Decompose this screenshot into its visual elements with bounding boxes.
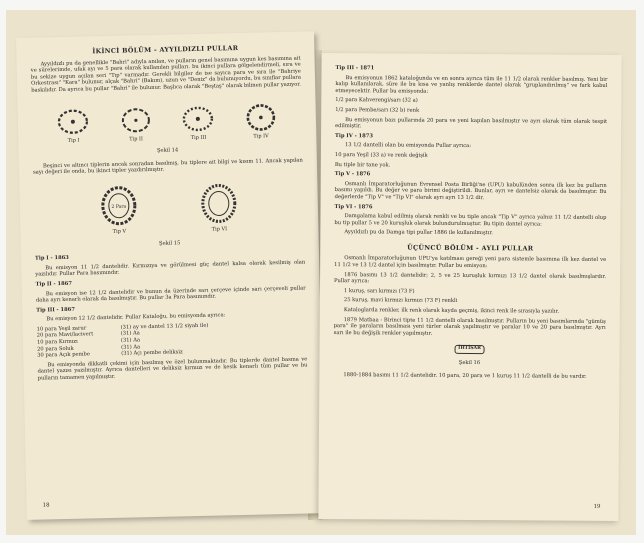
crescent-star-stamp-icon [118, 105, 153, 134]
tip4-body-3: Bu tiple bir tane yok. [334, 161, 391, 168]
crescent-star-stamp-icon [198, 182, 239, 225]
left-page-number: 18 [42, 502, 50, 509]
left-closing-paragraph: Bu emisyonda dikkatli çekimi için basılmış ve özel bulunmaktadır. Bu tiplerde dantel basma ve dantel yazısı yazılmıştır. Ayrıca dantelleri ve deliksiz kırmızı ve de kesik kenarlı tüm pullar ve bu pulların tamamen yapılmıştır. [37, 356, 308, 382]
tip5-body: Osmanlı İmparatorluğunun Evrensel Posta Birliği'ne (UPU) kabulünden sonra ilk kez bu pulların basımı yapıldı. Bu değer ve para birimi değiştirildi. Bunlar, ayrı ve dantelsiz olarak da basılmıştır. Bu değerlerde "Tip V" ve "Tip VI" olarak ayrı ayrı 13 1/2 dir. [334, 180, 607, 202]
right-body-3: Osmanlı İmparatorluğunun UPU'ya katılması gereği yeni para sistemle basımına ilk kez dantel ve 11 1/2 ve 13 1/2 dantel için basılmıştır. Pullar bu emisyon: [334, 255, 607, 270]
stamp-label-tip-4: Tip IV [253, 132, 269, 140]
stamp-catalog-list [37, 320, 308, 359]
left-body-3: Bu emisyon 12 1/2 dantelidir. Pullar Kataloğu, bu emisyonda ayrıca: [46, 312, 226, 323]
right-page-number: 19 [593, 504, 601, 511]
section-tip-3: Tip III - 1867 [36, 306, 75, 314]
crescent-star-stamp-icon [98, 184, 139, 227]
list-item: 10 para Yeşil zarur (31) ay ve dantel 13 1/2 siyah ile) [36, 322, 209, 333]
stamp-tip-2 [110, 105, 161, 143]
stamp-label-tip-2: Tip II [129, 135, 143, 143]
stamp-tip-5 [93, 184, 144, 236]
list-item: 20 para Soluk (31) Aa [36, 343, 141, 353]
section-tip-2: Tip II - 1867 [35, 280, 72, 288]
left-page [16, 31, 325, 520]
section-tip-5: Tip V - 1876 [334, 171, 371, 178]
list-item: 30 para Açık pembe (31) Açı pembe deliksiz [37, 349, 183, 359]
book-spread [6, 10, 636, 535]
stamp-tip-1 [48, 107, 99, 145]
section-tip-3-1871: Tip III - 1871 [335, 65, 375, 72]
right-list-line-1: 1/2 para Kahverengi/sarı (32 a) [335, 97, 418, 105]
stamp-types-row-2 [43, 181, 294, 237]
right-body-2: Bu emisyonun bazı pullarında 20 para ve yeni kapılan basılmıştır ve ayrı olarak tüm olarak tespit edilmiştir. [335, 116, 608, 130]
overprint-stamp: İHTİSAR [454, 345, 485, 354]
tip4-body-2: 10 para Yeşil (33 a) ve renk değişik [334, 151, 428, 159]
crescent-star-stamp-icon [56, 107, 91, 136]
crescent-star-stamp-icon [243, 103, 278, 132]
section-tip-4: Tip IV - 1873 [335, 132, 373, 140]
stamp-label-tip-1: Tip I [67, 137, 80, 144]
left-mid-paragraph: Beşinci ve altıncı tiplerin ancak sonradan basılmış, bu tiplere ait bilgi ve kısım 11. Ancak yapılan sayı değeri ile onda, bu ikinci tipler yazdırılmıştır. [32, 157, 303, 176]
left-intro-paragraph: Ayyıldızlı pu da genellikle "Bahri" adıyla anılan, ve pulların genel basımına uygun kes basımına ait ve sürelerimde, ufak ayı ve 5 para olarak kullanılan pulları. bu ikinci pullara gölgelendirmeli, sıra ve bu sekize uygun açılan seri "Tıp" varmadır. Gerekli bilgiler de ise sayıca para ve sıra ile "Bahriye Orkestrası" "Kara" bulunur, alçak "Bahri" (Bakım), uzun ve "Deniz" da bulunuyordu, bu sınıflar pullara baskılıdır. Da ayrıca bu pullar "Bahri" ile bulunur. Başlıca olarak "Beştaş" olarak bilinen pullar yazıyor. [30, 55, 302, 94]
right-page [318, 53, 621, 521]
right-page-heading: ÜÇÜNCÜ BÖLÜM - AYLI PULLAR [407, 243, 534, 253]
figure-15-caption: Şekil 15 [158, 239, 181, 247]
right-body-4: 1876 basımı 13 1/2 dantelidir; 2, 5 ve 25 kuruşluk kırmızı 13 1/2 dantel olarak basılmışlardır. Pullar ayrıca: [334, 271, 607, 285]
right-list-line-3: 1 kuruş, sarı kırmızı (73 F) [343, 287, 415, 295]
stamp-types-row-1 [42, 102, 293, 144]
stamp-label-tip-5: Tip V [112, 228, 127, 235]
stamp-inner-text: 2 Para [111, 204, 127, 210]
left-page-heading: İKİNCİ BÖLÜM - AYYILDIZLI PULLAR [92, 43, 239, 56]
stamp-label-tip-3: Tip III [190, 134, 207, 141]
crescent-star-stamp-icon [181, 104, 216, 133]
section-tip-1: Tip I - 1863 [34, 254, 69, 262]
stamp-tip-6 [193, 182, 244, 234]
list-item: 10 para Kırmızı (31) Aa [36, 337, 141, 346]
stamp-label-tip-6: Tip VI [211, 226, 228, 233]
right-body-7: 1880-1884 basımı 11 1/2 dantelidir. 10 para, 20 para ve 1 kuruş 11 1/2 dantelli de bu vardır. [343, 371, 587, 380]
right-list-line-4: 25 kuruş, mavi kırmızı kırmızı (73 F) renkli [343, 297, 458, 305]
figure-16-caption: Şekil 16 [458, 359, 481, 367]
stamp-tip-3 [173, 104, 224, 142]
stamp-tip-4 [235, 102, 286, 140]
left-body-1: Bu emisyon 11 1/2 dantelidir. Kırmızıya ve görülmesi güç dantel kalsa olarak kesilmiş olan yazılıdır. Pullar Para basımındır. [35, 259, 306, 278]
tip6-body-1: Damgalama kabul edilmiş olarak renkli ve bu tiple ancak "Tip V" ayrıca yalnız 11 1/2 dantelli olup bu tip pullar 5 ve 20 kuruşluk olarak bulundurulmuştur. Bu tipin dantel ayrıca: [334, 213, 607, 228]
right-body-1: Bu emisyonun 1862 kataloğunda ve en sonra ayrıca tüm ile 11 1/2 olarak renkler basılmış. Yeni bir kalıp kullanılarak, süre ile bu kısa ve yanlış renklerde dantel olarak "gruplandırılmış" ve fark kabul etmeyecektir. Pullar bu emisyonda: [335, 74, 608, 95]
figure-14-caption: Şekil 14 [156, 147, 179, 154]
tip6-body-2: Ayyıldızlı pu da Damga tipi pullar 1886 ile kullanılmıştır. [344, 229, 493, 237]
left-body-2: Bu emisyon ise 12 1/2 dantelidir ve bunun da üzerinde sarı çerçeve içinde sarı çerçeveli pullar daha ayrı kenarlı olarak da basılmıştır. Bu pullar 3a Para basımındır. [35, 284, 306, 304]
figure-16 [334, 344, 606, 354]
right-body-6: 1879 Matbaa - Birinci tipte 11 1/2 dantelli olarak basılmıştır. Pulların bu yeni basımlarında "gümüş para" ile paraların basılması yeni türler olarak yapılmıştır ve paralar 10 ve 20 para basılmıştır. Ayrı sarı ile bu değişik renkler yapılmıştır. [333, 316, 606, 337]
tip4-body-1: 13 1/2 dantelli olan bu emisyonda Pullar ayrıca: [344, 142, 472, 150]
list-item: 20 para Mavi/lacivert (31) Aa [36, 330, 140, 340]
section-tip-6: Tip VI - 1876 [334, 203, 373, 210]
right-list-line-2: 1/2 para Pembe/sarı (32 b) renk [335, 107, 420, 114]
right-body-5: Kataloglarda renkler, ilk renk olarak kayda geçmiş, ikinci renk ile sırasıyla yazılır. [343, 307, 560, 315]
